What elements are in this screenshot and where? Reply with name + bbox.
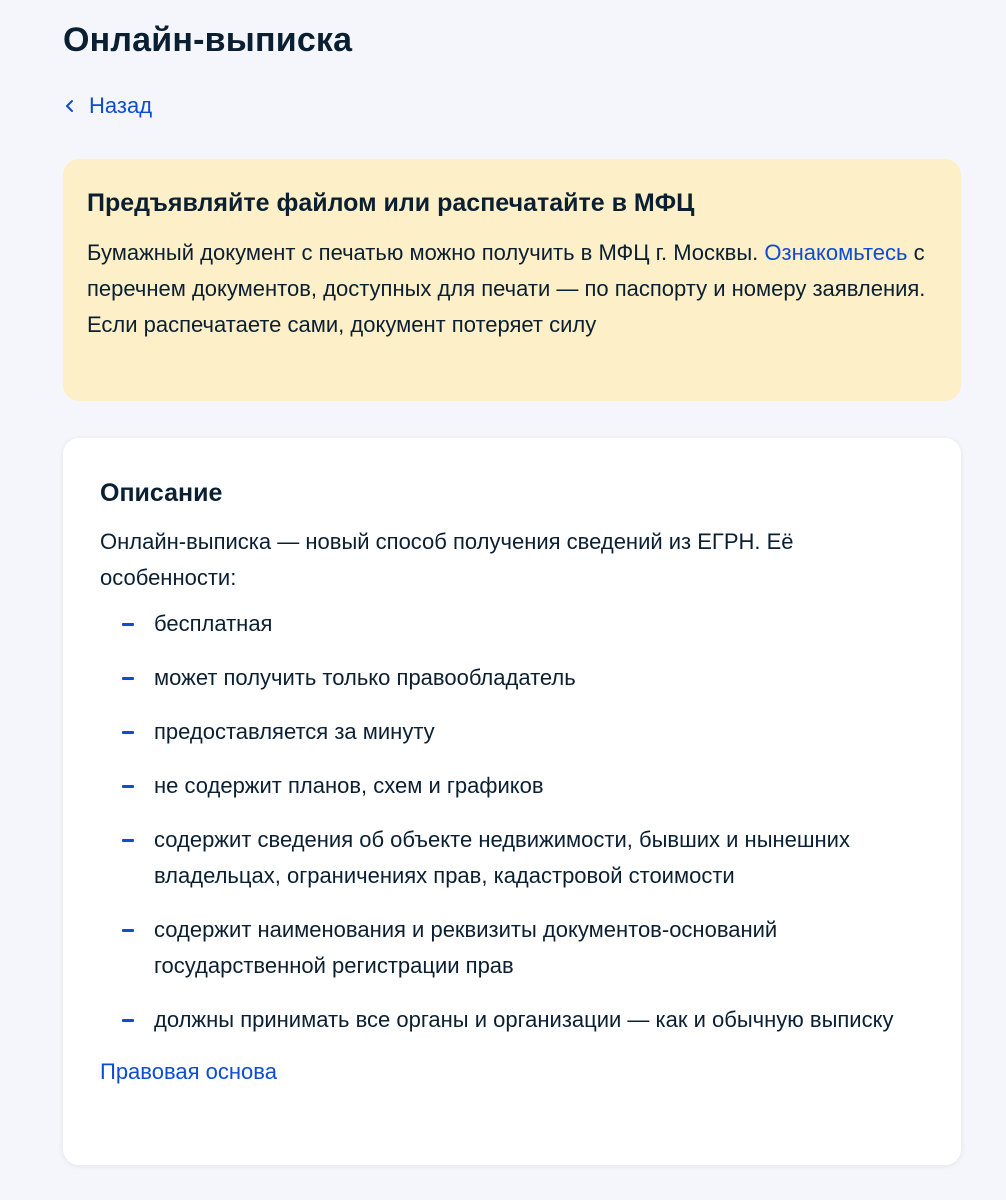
back-link-label: Назад bbox=[89, 93, 153, 118]
documents-list-link[interactable]: Ознакомьтесь bbox=[764, 240, 908, 265]
chevron-left-icon bbox=[63, 99, 77, 113]
page-title: Онлайн-выписка bbox=[63, 21, 353, 59]
back-link[interactable] bbox=[63, 90, 152, 122]
description-card bbox=[63, 438, 961, 1165]
feature-item: не содержит планов, схем и графиков bbox=[100, 768, 924, 804]
dash-icon bbox=[122, 623, 134, 626]
notice-card bbox=[63, 159, 961, 401]
notice-line1: Бумажный документ с печатью можно получить в МФЦ г. Москвы. bbox=[87, 240, 759, 265]
description-intro: Онлайн-выписка — новый способ получения сведений из ЕГРН. Её особенности: bbox=[100, 529, 794, 590]
features-list bbox=[100, 606, 924, 1038]
notice-title: Предъявляйте файлом или распечатайте в МФЦ bbox=[87, 189, 695, 217]
feature-item: содержит сведения об объекте недвижимости, бывших и нынешних владельцах, ограничениях прав, кадастровой стоимости bbox=[100, 822, 924, 894]
dash-icon bbox=[122, 677, 134, 680]
feature-item: должны принимать все органы и организации — как и обычную выписку bbox=[100, 1002, 924, 1038]
legal-basis-link[interactable]: Правовая основа bbox=[100, 1059, 277, 1084]
dash-icon bbox=[122, 839, 134, 842]
description-title: Описание bbox=[100, 479, 223, 507]
dash-icon bbox=[122, 1019, 134, 1022]
feature-item: бесплатная bbox=[100, 606, 924, 642]
notice-text-after-link: с перечнем документов, доступных для печати — по паспорту и номеру заявления. Если распечатаете сами, документ потеряет силу bbox=[87, 240, 926, 337]
feature-item: содержит наименования и реквизиты документов-оснований государственной регистрации прав bbox=[100, 912, 924, 984]
dash-icon bbox=[122, 731, 134, 734]
dash-icon bbox=[122, 929, 134, 932]
dash-icon bbox=[122, 785, 134, 788]
feature-item: может получить только правообладатель bbox=[100, 660, 924, 696]
notice-text bbox=[87, 235, 937, 343]
feature-item: предоставляется за минуту bbox=[100, 714, 924, 750]
